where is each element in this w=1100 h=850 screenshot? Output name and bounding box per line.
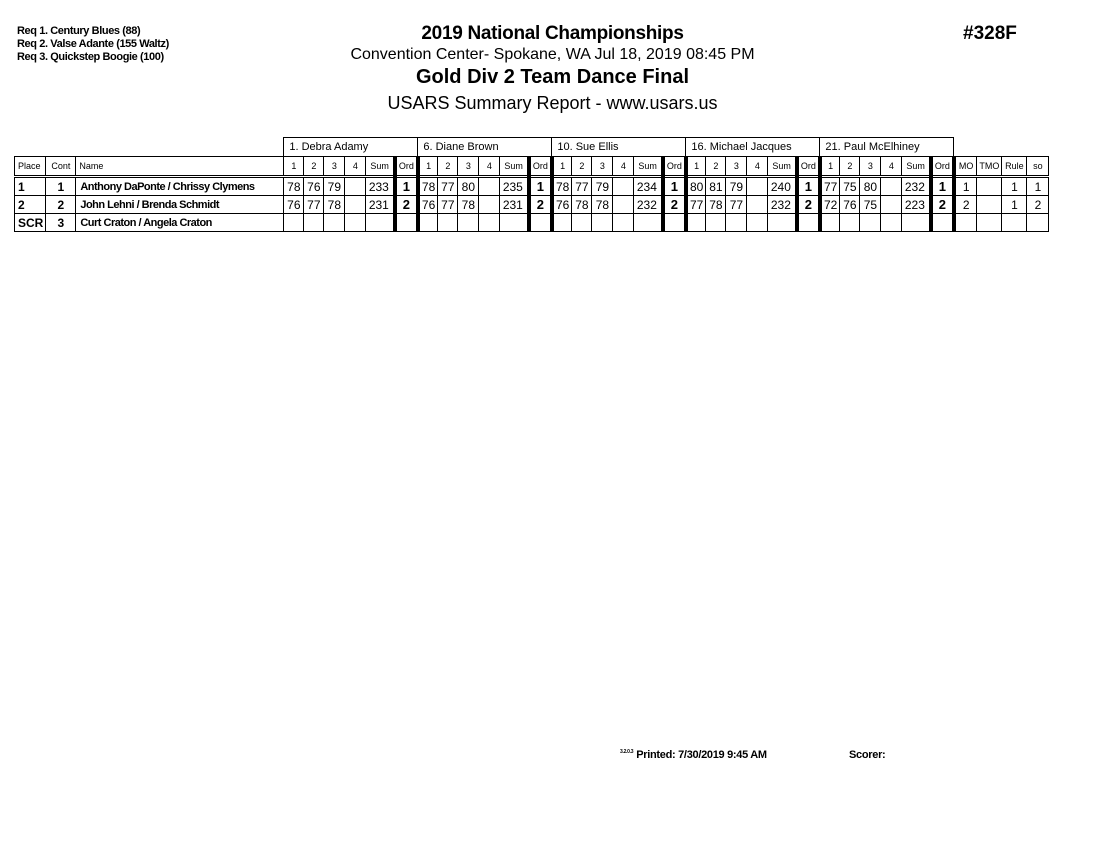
so-cell: 1 [1027, 177, 1049, 196]
printed-timestamp: Printed: 7/30/2019 9:45 AM [636, 749, 767, 761]
judge-4-score-3-cell [726, 214, 747, 232]
judge-3-score-4-cell [613, 196, 634, 214]
judge-4-sum-cell: 240 [768, 177, 797, 196]
team-name-cell: John Lehni / Brenda Schmidt [76, 196, 284, 214]
judge-name-1: 1. Debra Adamy [284, 138, 418, 157]
judge-1-ordinal-cell [395, 214, 418, 232]
table-row [15, 196, 1049, 214]
mo-cell [954, 214, 977, 232]
col-judge-4-sum: Sum [768, 157, 797, 177]
judge-2-sum-cell [500, 214, 529, 232]
so-cell [1027, 214, 1049, 232]
judge-5-score-4-cell [881, 177, 902, 196]
judge-3-score-2-cell: 78 [572, 196, 592, 214]
judge-5-ordinal-cell: 2 [931, 196, 954, 214]
event-title: Gold Div 2 Team Dance Final [415, 66, 690, 88]
judge-4-score-2-cell: 81 [706, 177, 726, 196]
judge-1-score-4-cell [345, 177, 366, 196]
judge-1-score-3-cell: 78 [324, 196, 345, 214]
judge-5-ordinal-cell: 1 [931, 177, 954, 196]
scorer-label: Scorer: [849, 749, 886, 761]
judge-header-spacer [15, 138, 284, 157]
col-rule: Rule [1002, 157, 1027, 177]
col-judge-2-1: 1 [418, 157, 438, 177]
report-header [300, 22, 805, 115]
judge-5-score-1-cell [820, 214, 840, 232]
report-subtitle: USARS Summary Report - www.usars.us [387, 93, 718, 113]
col-cont: Cont [46, 157, 76, 177]
team-name-cell: Anthony DaPonte / Chrissy Clymens [76, 177, 284, 196]
col-judge-3-2: 2 [572, 157, 592, 177]
judge-1-score-1-cell [284, 214, 304, 232]
col-judge-1-1: 1 [284, 157, 304, 177]
judge-5-sum-cell: 232 [902, 177, 931, 196]
table-row [15, 177, 1049, 196]
judge-3-score-1-cell: 76 [552, 196, 572, 214]
judge-3-sum-cell: 234 [634, 177, 663, 196]
col-judge-5-4: 4 [881, 157, 902, 177]
col-judge-3-4: 4 [613, 157, 634, 177]
col-judge-3-1: 1 [552, 157, 572, 177]
judge-1-sum-cell: 231 [366, 196, 395, 214]
judge-4-score-1-cell: 80 [686, 177, 706, 196]
cont-cell: 3 [46, 214, 76, 232]
judge-5-score-2-cell [840, 214, 860, 232]
judge-1-score-2-cell: 77 [304, 196, 324, 214]
requirement-2: Req 2. Valse Adante (155 Waltz) [17, 38, 169, 50]
judge-2-score-2-cell: 77 [438, 177, 458, 196]
place-cell: SCR [15, 214, 46, 232]
judge-5-score-3-cell: 80 [860, 177, 881, 196]
judge-2-sum-cell: 235 [500, 177, 529, 196]
judge-4-score-3-cell: 79 [726, 177, 747, 196]
judge-1-score-2-cell [304, 214, 324, 232]
judge-1-score-3-cell [324, 214, 345, 232]
judge-1-sum-cell [366, 214, 395, 232]
judge-1-score-4-cell [345, 196, 366, 214]
judge-1-sum-cell: 233 [366, 177, 395, 196]
col-judge-4-2: 2 [706, 157, 726, 177]
championship-title: 2019 National Championships [421, 23, 684, 44]
printed-info [620, 749, 767, 761]
col-judge-3-sum: Sum [634, 157, 663, 177]
judge-2-score-3-cell: 78 [458, 196, 479, 214]
team-name-cell: Curt Craton / Angela Craton [76, 214, 284, 232]
judge-5-score-2-cell: 76 [840, 196, 860, 214]
judge-5-sum-cell [902, 214, 931, 232]
judge-2-score-3-cell [458, 214, 479, 232]
judge-5-score-3-cell: 75 [860, 196, 881, 214]
col-judge-1-sum: Sum [366, 157, 395, 177]
judge-2-score-1-cell: 78 [418, 177, 438, 196]
event-number: #328F [963, 23, 1017, 44]
col-judge-2-sum: Sum [500, 157, 529, 177]
judge-1-score-3-cell: 79 [324, 177, 345, 196]
mo-cell: 2 [954, 196, 977, 214]
col-name: Name [76, 157, 284, 177]
col-judge-1-4: 4 [345, 157, 366, 177]
tmo-cell [977, 177, 1002, 196]
col-judge-5-2: 2 [840, 157, 860, 177]
judge-4-ordinal-cell: 2 [797, 196, 820, 214]
col-place: Place [15, 157, 46, 177]
mo-cell: 1 [954, 177, 977, 196]
table-row [15, 214, 1049, 232]
judge-4-score-4-cell [747, 214, 768, 232]
col-tmo: TMO [977, 157, 1002, 177]
rule-cell [1002, 214, 1027, 232]
judge-4-score-4-cell [747, 177, 768, 196]
judge-2-score-2-cell [438, 214, 458, 232]
judge-header-spacer-right [954, 138, 1049, 157]
column-header-row [15, 157, 1049, 177]
judge-3-score-3-cell: 79 [592, 177, 613, 196]
place-cell: 2 [15, 196, 46, 214]
judge-3-score-1-cell: 78 [552, 177, 572, 196]
judge-4-sum-cell [768, 214, 797, 232]
judge-5-score-4-cell [881, 214, 902, 232]
judge-name-2: 6. Diane Brown [418, 138, 552, 157]
rule-cell: 1 [1002, 177, 1027, 196]
col-judge-1-ord: Ord [395, 157, 418, 177]
judge-3-score-3-cell [592, 214, 613, 232]
judge-5-score-1-cell: 77 [820, 177, 840, 196]
col-judge-3-ord: Ord [663, 157, 686, 177]
judge-4-score-3-cell: 77 [726, 196, 747, 214]
judge-3-sum-cell [634, 214, 663, 232]
judge-2-ordinal-cell [529, 214, 552, 232]
judge-2-score-1-cell: 76 [418, 196, 438, 214]
judge-name-3: 10. Sue Ellis [552, 138, 686, 157]
so-cell: 2 [1027, 196, 1049, 214]
col-mo: MO [954, 157, 977, 177]
judge-1-score-1-cell: 78 [284, 177, 304, 196]
place-cell: 1 [15, 177, 46, 196]
judge-5-score-4-cell [881, 196, 902, 214]
col-judge-5-sum: Sum [902, 157, 931, 177]
requirement-1: Req 1. Century Blues (88) [17, 25, 141, 37]
judge-4-ordinal-cell: 1 [797, 177, 820, 196]
judge-name-4: 16. Michael Jacques [686, 138, 820, 157]
judge-1-score-2-cell: 76 [304, 177, 324, 196]
judge-2-sum-cell: 231 [500, 196, 529, 214]
judge-3-score-2-cell: 77 [572, 177, 592, 196]
judge-5-sum-cell: 223 [902, 196, 931, 214]
judge-3-score-4-cell [613, 214, 634, 232]
judge-2-score-1-cell [418, 214, 438, 232]
judge-1-score-1-cell: 76 [284, 196, 304, 214]
judge-3-ordinal-cell: 2 [663, 196, 686, 214]
col-judge-4-1: 1 [686, 157, 706, 177]
tmo-cell [977, 214, 1002, 232]
judge-2-score-3-cell: 80 [458, 177, 479, 196]
judge-4-score-4-cell [747, 196, 768, 214]
venue-datetime: Convention Center- Spokane, WA Jul 18, 2019 08:45 PM [350, 46, 755, 63]
col-judge-2-4: 4 [479, 157, 500, 177]
rule-cell: 1 [1002, 196, 1027, 214]
judge-header-row [15, 138, 1049, 157]
col-judge-4-ord: Ord [797, 157, 820, 177]
judge-3-ordinal-cell: 1 [663, 177, 686, 196]
judge-2-ordinal-cell: 2 [529, 196, 552, 214]
judge-3-ordinal-cell [663, 214, 686, 232]
judge-1-ordinal-cell: 1 [395, 177, 418, 196]
judge-4-score-2-cell: 78 [706, 196, 726, 214]
requirements-list [17, 25, 169, 64]
judge-4-sum-cell: 232 [768, 196, 797, 214]
col-judge-1-2: 2 [304, 157, 324, 177]
judge-2-score-4-cell [479, 214, 500, 232]
judge-5-ordinal-cell [931, 214, 954, 232]
results-table [14, 137, 1049, 232]
requirement-3: Req 3. Quickstep Boogie (100) [17, 51, 164, 63]
judge-2-score-2-cell: 77 [438, 196, 458, 214]
col-so: so [1027, 157, 1049, 177]
version-number: 3.2.0.3 [620, 749, 634, 755]
cont-cell: 2 [46, 196, 76, 214]
col-judge-5-3: 3 [860, 157, 881, 177]
judge-4-score-2-cell [706, 214, 726, 232]
judge-1-score-4-cell [345, 214, 366, 232]
judge-2-ordinal-cell: 1 [529, 177, 552, 196]
col-judge-2-3: 3 [458, 157, 479, 177]
judge-4-score-1-cell [686, 214, 706, 232]
col-judge-3-3: 3 [592, 157, 613, 177]
judge-1-ordinal-cell: 2 [395, 196, 418, 214]
judge-2-score-4-cell [479, 177, 500, 196]
judge-3-score-3-cell: 78 [592, 196, 613, 214]
judge-4-score-1-cell: 77 [686, 196, 706, 214]
col-judge-4-3: 3 [726, 157, 747, 177]
judge-5-score-2-cell: 75 [840, 177, 860, 196]
tmo-cell [977, 196, 1002, 214]
judge-2-score-4-cell [479, 196, 500, 214]
col-judge-2-ord: Ord [529, 157, 552, 177]
judge-3-sum-cell: 232 [634, 196, 663, 214]
col-judge-5-1: 1 [820, 157, 840, 177]
judge-name-5: 21. Paul McElhiney [820, 138, 954, 157]
col-judge-1-3: 3 [324, 157, 345, 177]
col-judge-4-4: 4 [747, 157, 768, 177]
judge-3-score-4-cell [613, 177, 634, 196]
judge-3-score-1-cell [552, 214, 572, 232]
judge-4-ordinal-cell [797, 214, 820, 232]
col-judge-2-2: 2 [438, 157, 458, 177]
cont-cell: 1 [46, 177, 76, 196]
judge-5-score-3-cell [860, 214, 881, 232]
col-judge-5-ord: Ord [931, 157, 954, 177]
judge-5-score-1-cell: 72 [820, 196, 840, 214]
judge-3-score-2-cell [572, 214, 592, 232]
